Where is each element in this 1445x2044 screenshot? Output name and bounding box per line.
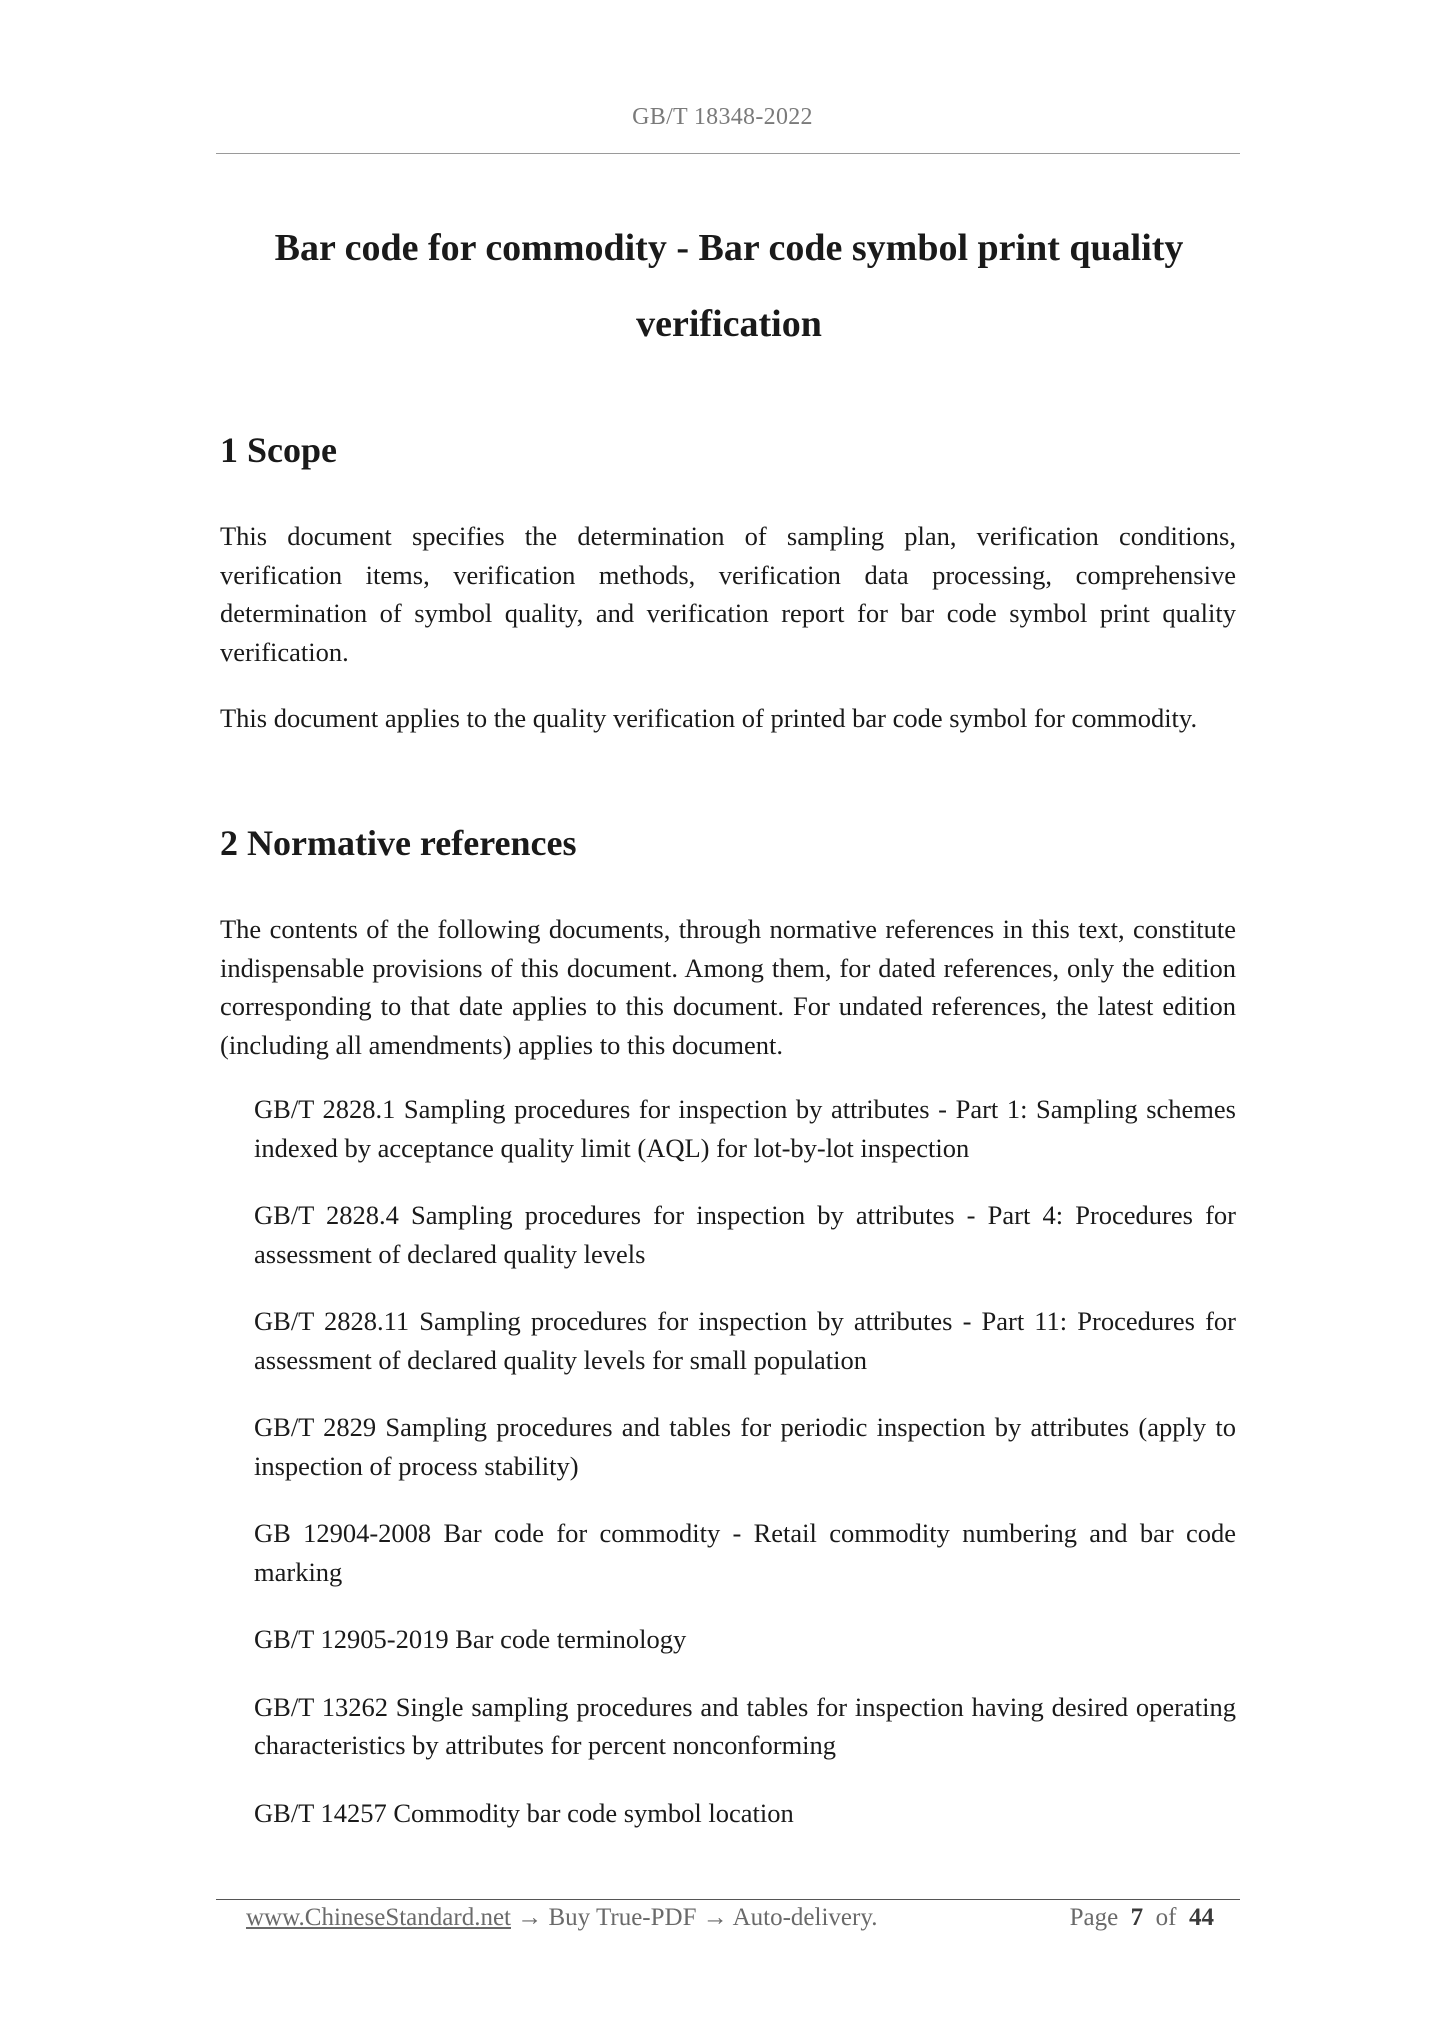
reference-item: GB 12904-2008 Bar code for commodity - Retail commodity numbering and bar code marking bbox=[254, 1518, 1236, 1587]
reference-item: GB/T 13262 Single sampling procedures and tables for inspection having desired operating characteristics by attributes for percent nonconforming bbox=[254, 1691, 1236, 1760]
section-heading-normative-references: 2 Normative references bbox=[220, 823, 577, 863]
title-line-1: Bar code for commodity - Bar code symbol print quality bbox=[274, 227, 1184, 269]
auto-delivery-text: Auto-delivery. bbox=[732, 1904, 878, 1931]
reference-item: GB/T 2828.11 Sampling procedures for inspection by attributes - Part 11: Procedures for assessment of declared quality levels for small population bbox=[254, 1306, 1236, 1375]
reference-item: GB/T 2829 Sampling procedures and tables for periodic inspection by attributes (apply to inspection of process stability) bbox=[254, 1412, 1236, 1481]
title-line-2: verification bbox=[636, 303, 822, 345]
website-link[interactable]: www.ChineseStandard.net bbox=[246, 1904, 511, 1931]
footer-promo bbox=[246, 1904, 877, 1932]
total-page-count: 44 bbox=[1189, 1904, 1214, 1931]
of-label: of bbox=[1155, 1904, 1177, 1931]
arrow-right-icon: → bbox=[517, 1904, 543, 1931]
current-page-number: 7 bbox=[1130, 1904, 1144, 1931]
reference-list bbox=[254, 1090, 1236, 1861]
page-footer bbox=[246, 1904, 1214, 1944]
document-title bbox=[200, 210, 1258, 362]
footer-divider bbox=[216, 1899, 1240, 1900]
normative-references-intro: The contents of the following documents, through normative references in this text, constitute indispensable provisions of this document. Among them, for dated references, only the edition corresponding to that date applies to this document. For undated references, the latest edition (including all amendments) applies to this document. bbox=[220, 914, 1236, 1060]
document-code-header: GB/T 18348-2022 bbox=[632, 104, 813, 130]
reference-item: GB/T 14257 Commodity bar code symbol location bbox=[254, 1797, 794, 1828]
header-divider bbox=[216, 153, 1240, 154]
page-label: Page bbox=[1069, 1904, 1119, 1931]
reference-item: GB/T 2828.4 Sampling procedures for inspection by attributes - Part 4: Procedures for assessment of declared quality levels bbox=[254, 1200, 1236, 1269]
section-heading-scope: 1 Scope bbox=[220, 430, 337, 470]
page-number-indicator bbox=[1070, 1904, 1214, 1932]
scope-paragraph-2: This document applies to the quality verification of printed bar code symbol for commodity. bbox=[220, 703, 1198, 733]
reference-item: GB/T 12905-2019 Bar code terminology bbox=[254, 1624, 687, 1654]
buy-true-pdf-text: Buy True-PDF bbox=[548, 1904, 697, 1931]
scope-paragraph-1: This document specifies the determination of sampling plan, verification conditions, verification items, verification methods, verification data processing, comprehensive determination of symbol quality, and verification report for bar code symbol print quality verification. bbox=[220, 521, 1236, 667]
reference-item: GB/T 2828.1 Sampling procedures for inspection by attributes - Part 1: Sampling schemes indexed by acceptance quality limit (AQL) for lot-by-lot inspection bbox=[254, 1094, 1236, 1163]
arrow-right-icon: → bbox=[702, 1904, 728, 1931]
